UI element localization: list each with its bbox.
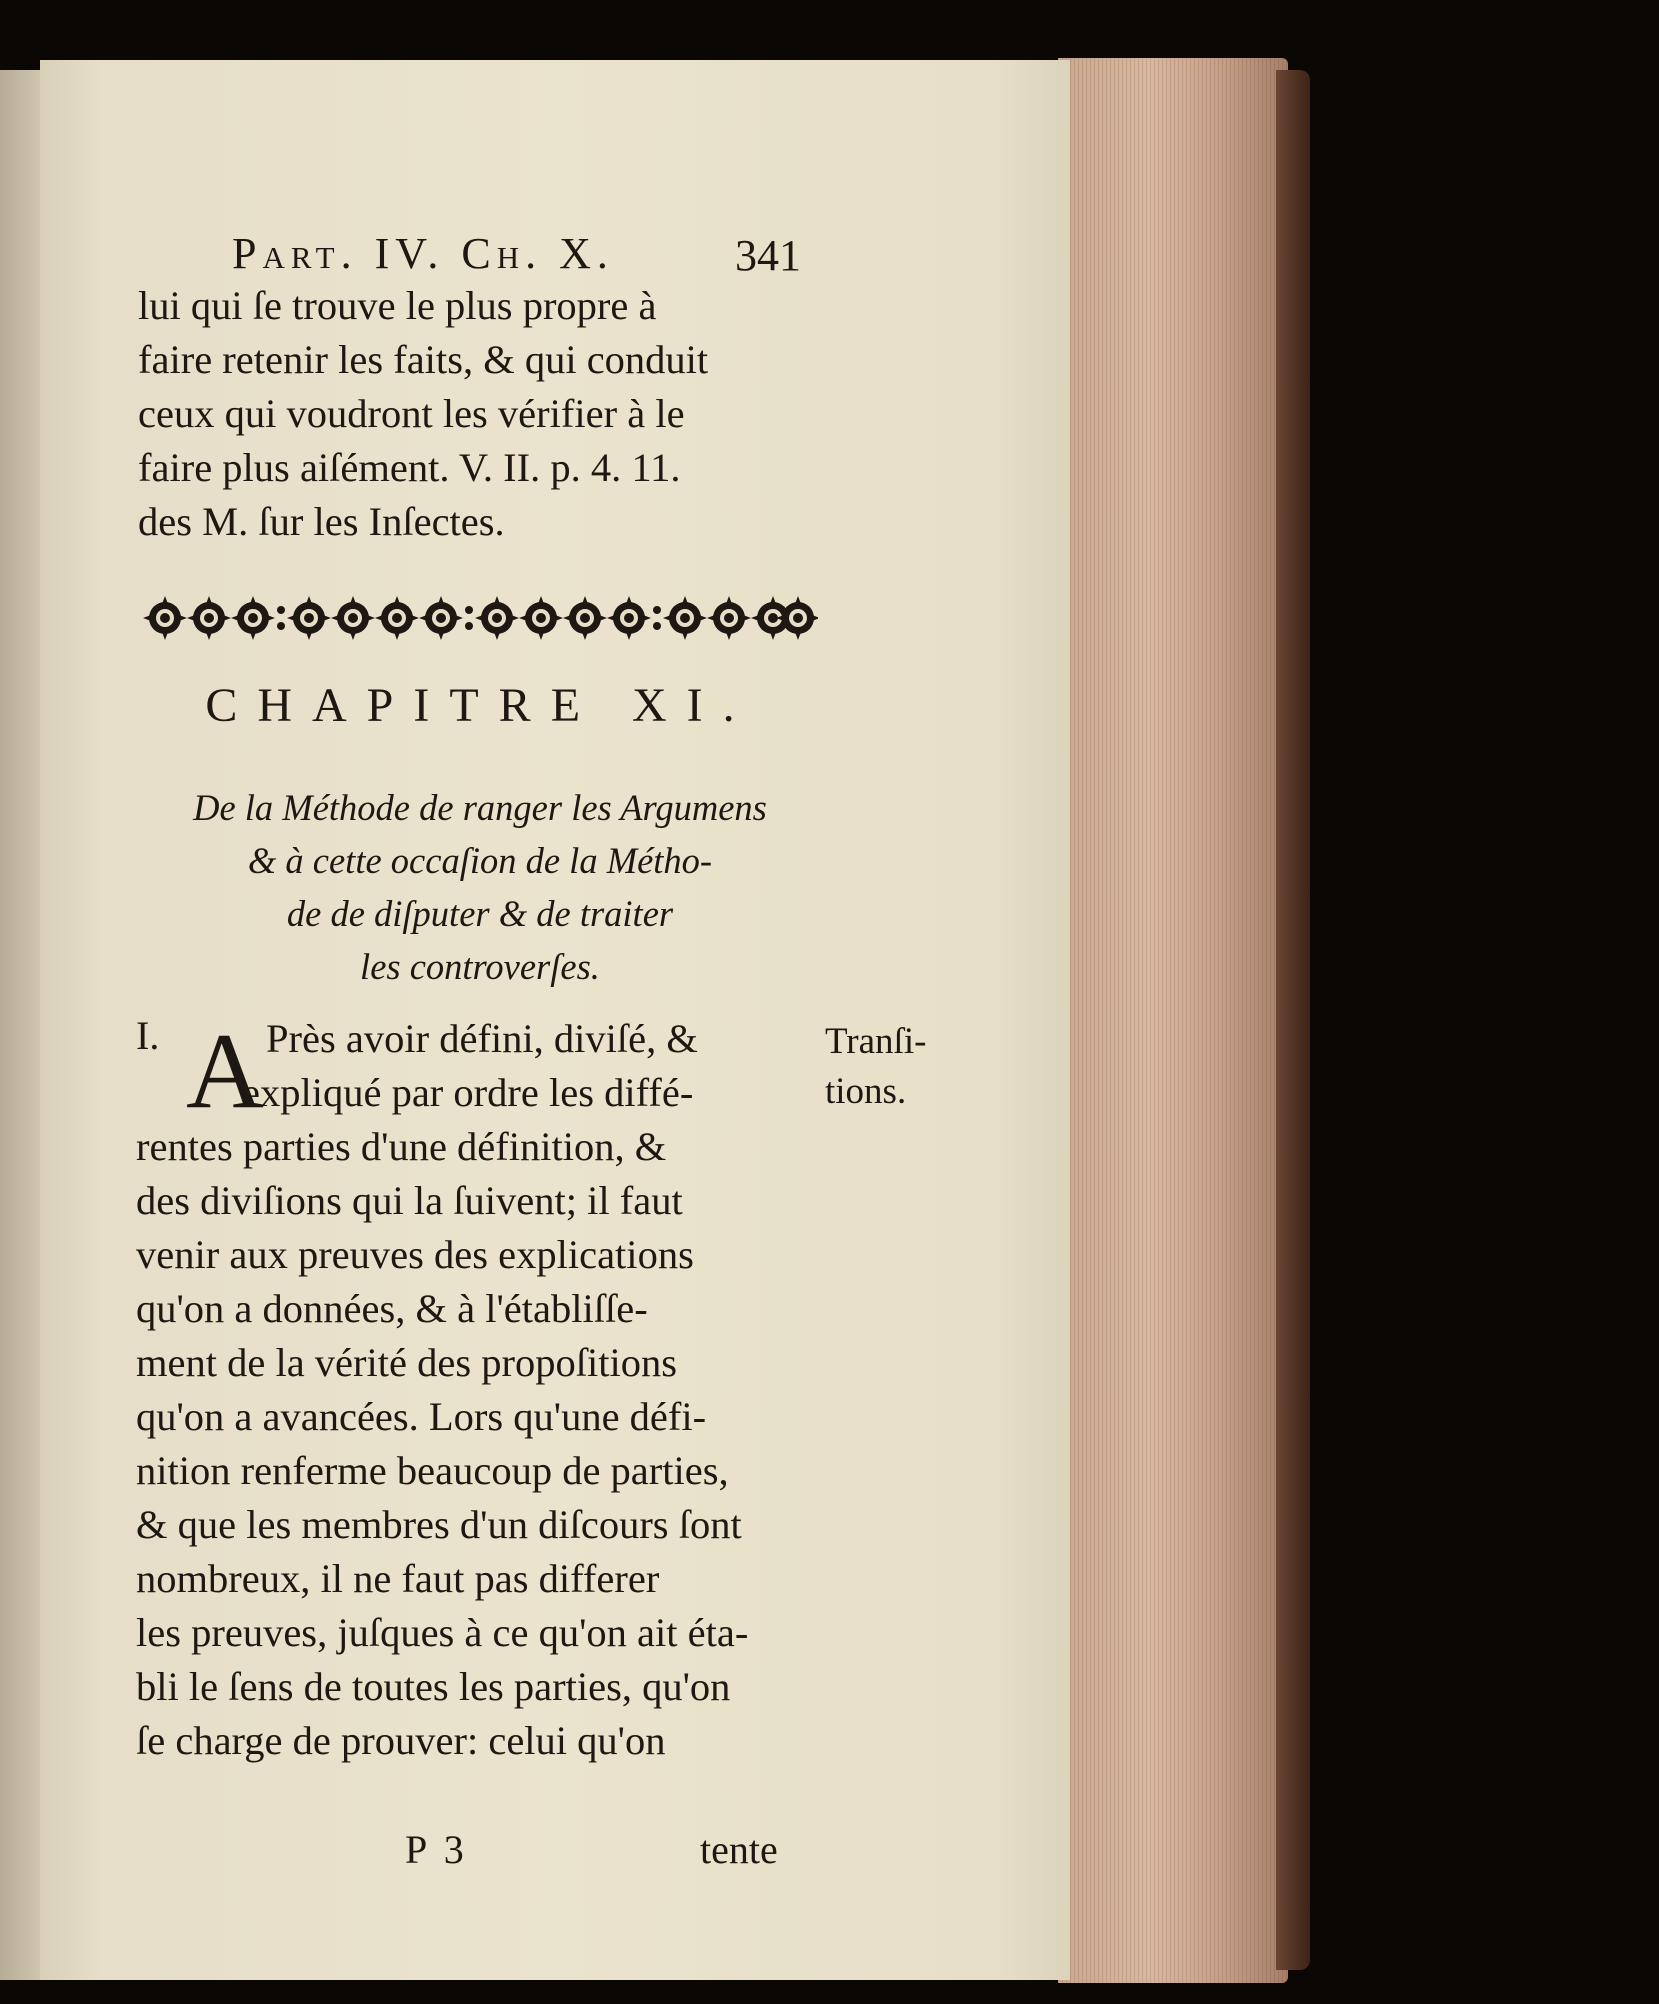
text-line: des M. ſur les Inſectes.: [138, 499, 505, 544]
text-line: expliqué par ordre les diffé-: [242, 1070, 694, 1115]
running-head: Part. IV. Ch. X.: [232, 229, 614, 278]
text-line: bli le ſens de toutes les parties, qu'on: [136, 1664, 731, 1709]
chapter-subtitle-line: de de diſputer & de traiter: [286, 893, 674, 934]
chapter-subtitle-line: De la Méthode de ranger les Argumens: [193, 787, 767, 828]
text-line: Près avoir défini, diviſé, &: [266, 1016, 698, 1061]
signature-mark: P 3: [405, 1827, 468, 1872]
margin-note-line: tions.: [825, 1071, 907, 1112]
text-line: faire retenir les faits, & qui conduit: [138, 337, 709, 382]
catchword: tente: [700, 1827, 778, 1872]
ornament-border-icon: [143, 590, 818, 646]
text-line: & que les membres d'un diſcours ſont: [136, 1502, 742, 1547]
text-line: les preuves, juſques à ce qu'on ait éta-: [136, 1610, 749, 1655]
text-line: lui qui ſe trouve le plus propre à: [138, 283, 657, 328]
book-cover-edge: [1276, 70, 1310, 1970]
text-line: qu'on a avancées. Lors qu'une défi-: [136, 1394, 707, 1439]
text-line: ceux qui voudront les vérifier à le: [138, 391, 685, 436]
text-line: nombreux, il ne faut pas differer: [136, 1556, 660, 1601]
page-number: 341: [735, 231, 801, 280]
margin-note-line: Tranſi-: [825, 1021, 927, 1062]
chapter-subtitle-line: & à cette occaſion de la Métho-: [247, 840, 713, 881]
text-line: ment de la vérité des propoſitions: [136, 1340, 677, 1385]
text-line: des diviſions qui la ſuivent; il faut: [136, 1178, 683, 1223]
chapter-title: CHAPITRE XI.: [205, 679, 755, 732]
chapter-subtitle-line: les controverſes.: [360, 946, 600, 987]
text-line: qu'on a données, & à l'établiſſe-: [136, 1286, 648, 1331]
book-page: [40, 60, 1070, 1980]
drop-cap: A: [186, 1012, 264, 1131]
text-line: ſe charge de prouver: celui qu'on: [136, 1718, 666, 1763]
text-line: nition renferme beaucoup de parties,: [136, 1448, 729, 1493]
book-fore-edge: [1058, 58, 1288, 1983]
section-number: I.: [136, 1013, 160, 1058]
text-line: rentes parties d'une définition, &: [136, 1124, 667, 1169]
text-line: venir aux preuves des explications: [136, 1232, 694, 1277]
text-line: faire plus aiſément. V. II. p. 4. 11.: [138, 445, 681, 490]
